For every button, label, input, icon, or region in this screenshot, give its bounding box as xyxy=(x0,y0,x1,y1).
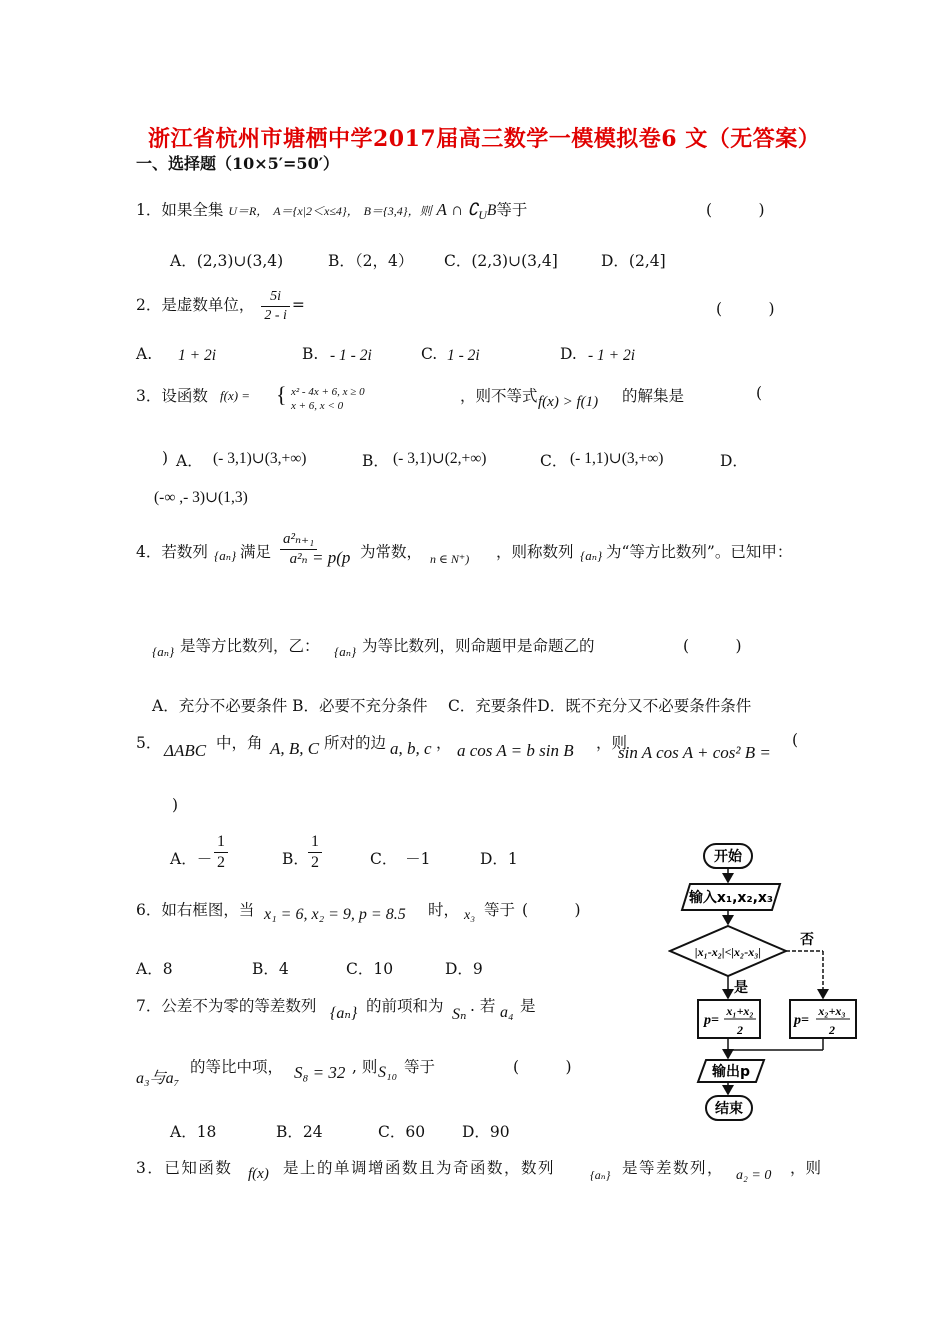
q7-a3-a7: a₃与a₇ xyxy=(136,1070,180,1087)
q8-text-2: 是等差数列， xyxy=(622,1159,725,1177)
q3-inequality: f(x) > f(1) xyxy=(538,394,599,410)
q2-option-b-label: B. xyxy=(302,345,319,363)
q4-line2-b: 为等比数列，则命题甲是命题乙的 xyxy=(362,637,595,655)
flowchart-start-label: 开始 xyxy=(714,849,742,865)
q3-option-c: (- 1,1)∪(3,+∞) xyxy=(570,450,664,467)
q5-comma: ， xyxy=(436,734,452,752)
q2-number: 2．是虚数单位， xyxy=(136,296,255,314)
section-heading: 一、选择题（10×5′=50′） xyxy=(136,154,339,173)
q7-a4: a₄ xyxy=(500,1004,514,1021)
flowchart-left-den: 2 xyxy=(737,1023,743,1037)
q1-option-c: C．(2,3)∪(3,4] xyxy=(444,252,558,270)
q1-answer-paren: ( ) xyxy=(706,201,765,219)
q3-case-1: x² - 4x + 6, x ≥ 0 xyxy=(291,386,365,398)
q5-number: 5． xyxy=(136,734,162,752)
q8-text-3: ，则 xyxy=(790,1159,822,1177)
q1-set-a: A＝{x|2＜x≤4}， xyxy=(273,204,359,218)
q1-sub: U xyxy=(478,208,487,223)
q5-option-a-num: 1 xyxy=(214,832,228,853)
q2-answer-paren: ( ) xyxy=(716,300,775,318)
q1-universal-set: U＝R， xyxy=(228,204,269,218)
q7-s8: S₈ = 32 xyxy=(294,1063,346,1082)
q3-paren-close: ) xyxy=(162,449,169,467)
q2-option-d: - 1 + 2i xyxy=(588,347,636,364)
q4-an-3: {aₙ} xyxy=(152,644,175,659)
q4-text-4: 为“等方比数列”。已知甲： xyxy=(606,543,793,561)
q6-text-2: 等于 xyxy=(484,901,516,919)
q4-equals: = p(p xyxy=(312,548,351,567)
q3-option-a: (- 3,1)∪(3,+∞) xyxy=(213,450,307,467)
q5-option-a-label: A．－ xyxy=(170,850,213,868)
q7-option-d: D．90 xyxy=(462,1123,510,1141)
flowchart-right-p: p= xyxy=(794,1013,809,1028)
q7-an: {aₙ} xyxy=(330,1005,358,1022)
flowchart-left-p: p= xyxy=(704,1013,719,1028)
q7-sn: Sₙ xyxy=(452,1006,467,1023)
q5-option-b-label: B． xyxy=(282,850,309,868)
flowchart-end-label: 结束 xyxy=(715,1101,743,1117)
q7-answer-paren: ( ) xyxy=(513,1058,572,1076)
q7-option-c: C．60 xyxy=(378,1123,426,1141)
flowchart-left-num: x₁+x₂ xyxy=(726,1004,754,1018)
q4-an-4: {aₙ} xyxy=(334,644,357,659)
flowchart-right-num: x₂+x₃ xyxy=(818,1004,846,1018)
q7-option-b: B．24 xyxy=(276,1123,323,1141)
q4-an-2: {aₙ} xyxy=(580,548,603,563)
q7-text-3: 是 xyxy=(520,997,536,1015)
q1-number: 1．如果全集 xyxy=(136,201,224,219)
q3-option-c-label: C． xyxy=(540,452,568,470)
q7-s10: S₁₀ xyxy=(378,1064,398,1081)
q8-a2: a₂ = 0 xyxy=(736,1168,772,1183)
q1-option-a: A．(2,3)∪(3,4) xyxy=(170,252,284,270)
q5-sides: a, b, c xyxy=(390,739,432,758)
flowchart-right-den: 2 xyxy=(829,1023,835,1037)
q2-option-d-label: D. xyxy=(560,345,577,363)
q5-triangle: ΔABC xyxy=(164,741,207,760)
q7-line2-c: , 则 xyxy=(352,1058,378,1076)
q4-n-set: n ∈ N⁺) xyxy=(430,552,470,566)
q5-option-b-num: 1 xyxy=(308,832,322,853)
q1-option-b: B．（2，4） xyxy=(328,252,414,270)
q3-option-d-label: D． xyxy=(720,452,748,470)
q5-option-a-den: 2 xyxy=(217,854,225,871)
q5-text-3: ，则 xyxy=(596,734,628,752)
q4-text-3: ，则称数列 xyxy=(496,543,574,561)
q3-tail: 的解集是 xyxy=(622,387,685,405)
q4-line2-a: 是等方比数列，乙： xyxy=(180,637,320,655)
q6-x3: x₃ xyxy=(464,908,476,923)
q1-set-b: B＝{3,4}，则 xyxy=(363,204,432,218)
q2-option-c-label: C. xyxy=(421,345,438,363)
q3-case-2: x + 6, x < 0 xyxy=(291,400,344,412)
page-title: 浙江省杭州市塘栖中学2017届高三数学一模模拟卷6 文（无答案） xyxy=(148,126,821,152)
q5-expression: sin A cos A + cos² B = xyxy=(618,743,771,762)
q4-text-2: 为常数， xyxy=(360,543,423,561)
q4-options: A．充分不必要条件 B．必要不充分条件 C．充要条件D．既不充分又不必要条件条件 xyxy=(152,697,752,715)
flowchart-output-label: 输出p xyxy=(711,1064,751,1080)
q4-frac-num: a²ₙ₊₁ xyxy=(280,530,317,550)
q7-line2-d: 等于 xyxy=(404,1058,436,1076)
q5-option-c: C． －1 xyxy=(370,850,431,868)
q5-angles: A, B, C xyxy=(270,739,320,758)
q2-option-a-label: A. xyxy=(136,345,153,363)
flowchart-input-label: 输入x₁,x₂,x₃ xyxy=(688,890,774,906)
flowchart xyxy=(668,838,868,1128)
q8-text-1: 是上的单调增函数且为奇函数，数列 xyxy=(283,1159,556,1177)
q2-option-c: 1 - 2i xyxy=(447,347,480,364)
q7-text-2: . 若 xyxy=(470,997,496,1015)
q2-equals: = xyxy=(291,296,305,314)
q7-option-a: A．18 xyxy=(170,1123,217,1141)
q5-option-a-fraction xyxy=(212,832,230,873)
question-2 xyxy=(136,288,305,324)
q7-number: 7．公差不为零的等差数列 xyxy=(136,997,317,1015)
q3-function-lhs: f(x) = xyxy=(220,388,251,403)
q7-text-1: 的前项和为 xyxy=(366,997,444,1015)
q3-number: 3．设函数 xyxy=(136,387,208,405)
q8-number: 3．已知函数 xyxy=(136,1159,233,1177)
question-1 xyxy=(136,198,527,223)
flowchart-decision-label: |x₁-x₂|<|x₂-x₃| xyxy=(694,945,762,959)
q8-an: {aₙ} xyxy=(590,1168,611,1182)
q4-number: 4．若数列 xyxy=(136,543,208,561)
q2-frac-num: 5i xyxy=(261,288,290,307)
q5-option-d: D．1 xyxy=(480,850,518,868)
q6-option-b: B．4 xyxy=(252,960,289,978)
q2-fraction xyxy=(261,288,290,324)
q5-condition: a cos A = b sin B xyxy=(457,741,574,760)
flowchart-no-label: 否 xyxy=(800,932,814,948)
q6-option-d: D．9 xyxy=(445,960,483,978)
question-3 xyxy=(136,384,208,406)
q6-values: x₁ = 6, x₂ = 9, p = 8.5 xyxy=(264,906,406,923)
q5-text-2: 所对的边 xyxy=(324,734,387,752)
q3-option-b: (- 3,1)∪(2,+∞) xyxy=(393,450,487,467)
q5-paren-open: ( xyxy=(792,731,799,749)
q3-option-b-label: B． xyxy=(362,452,389,470)
q2-frac-den: 2 - i xyxy=(264,307,287,323)
q6-answer-paren: ( ) xyxy=(522,901,581,919)
q3-option-d: (-∞ ,- 3)∪(1,3) xyxy=(154,489,248,506)
q1-tail: 等于 xyxy=(496,201,528,219)
q4-an: {aₙ} xyxy=(214,548,237,563)
q6-option-a: A．8 xyxy=(136,960,173,978)
q5-paren-close: ) xyxy=(172,796,179,814)
q4-answer-paren: ( ) xyxy=(683,637,742,655)
q5-text-1: 中，角 xyxy=(216,734,263,752)
q6-option-c: C．10 xyxy=(346,960,394,978)
q8-fx: f(x) xyxy=(248,1166,269,1182)
q3-brace: { xyxy=(276,382,287,407)
q6-text-1: 时， xyxy=(428,901,460,919)
q3-mid: ，则不等式 xyxy=(460,387,538,405)
q5-option-b-fraction xyxy=(306,832,324,873)
q1-expression-b: B xyxy=(486,202,497,219)
q6-number: 6．如右框图，当 xyxy=(136,901,255,919)
q2-option-b: - 1 - 2i xyxy=(330,347,372,364)
q1-option-d: D．(2,4] xyxy=(601,252,666,270)
q3-option-a-label: A． xyxy=(176,452,203,470)
q4-frac-den: a²ₙ xyxy=(289,550,308,567)
q5-option-b-den: 2 xyxy=(311,854,319,871)
q7-line2-b: 的等比中项， xyxy=(190,1058,284,1076)
q1-expression: A ∩ ∁ xyxy=(436,200,479,219)
flowchart-yes-label: 是 xyxy=(734,980,748,996)
q2-option-a: 1 + 2i xyxy=(178,347,217,364)
q3-paren-open: ( xyxy=(756,384,763,402)
q4-text-1: 满足 xyxy=(240,543,272,561)
